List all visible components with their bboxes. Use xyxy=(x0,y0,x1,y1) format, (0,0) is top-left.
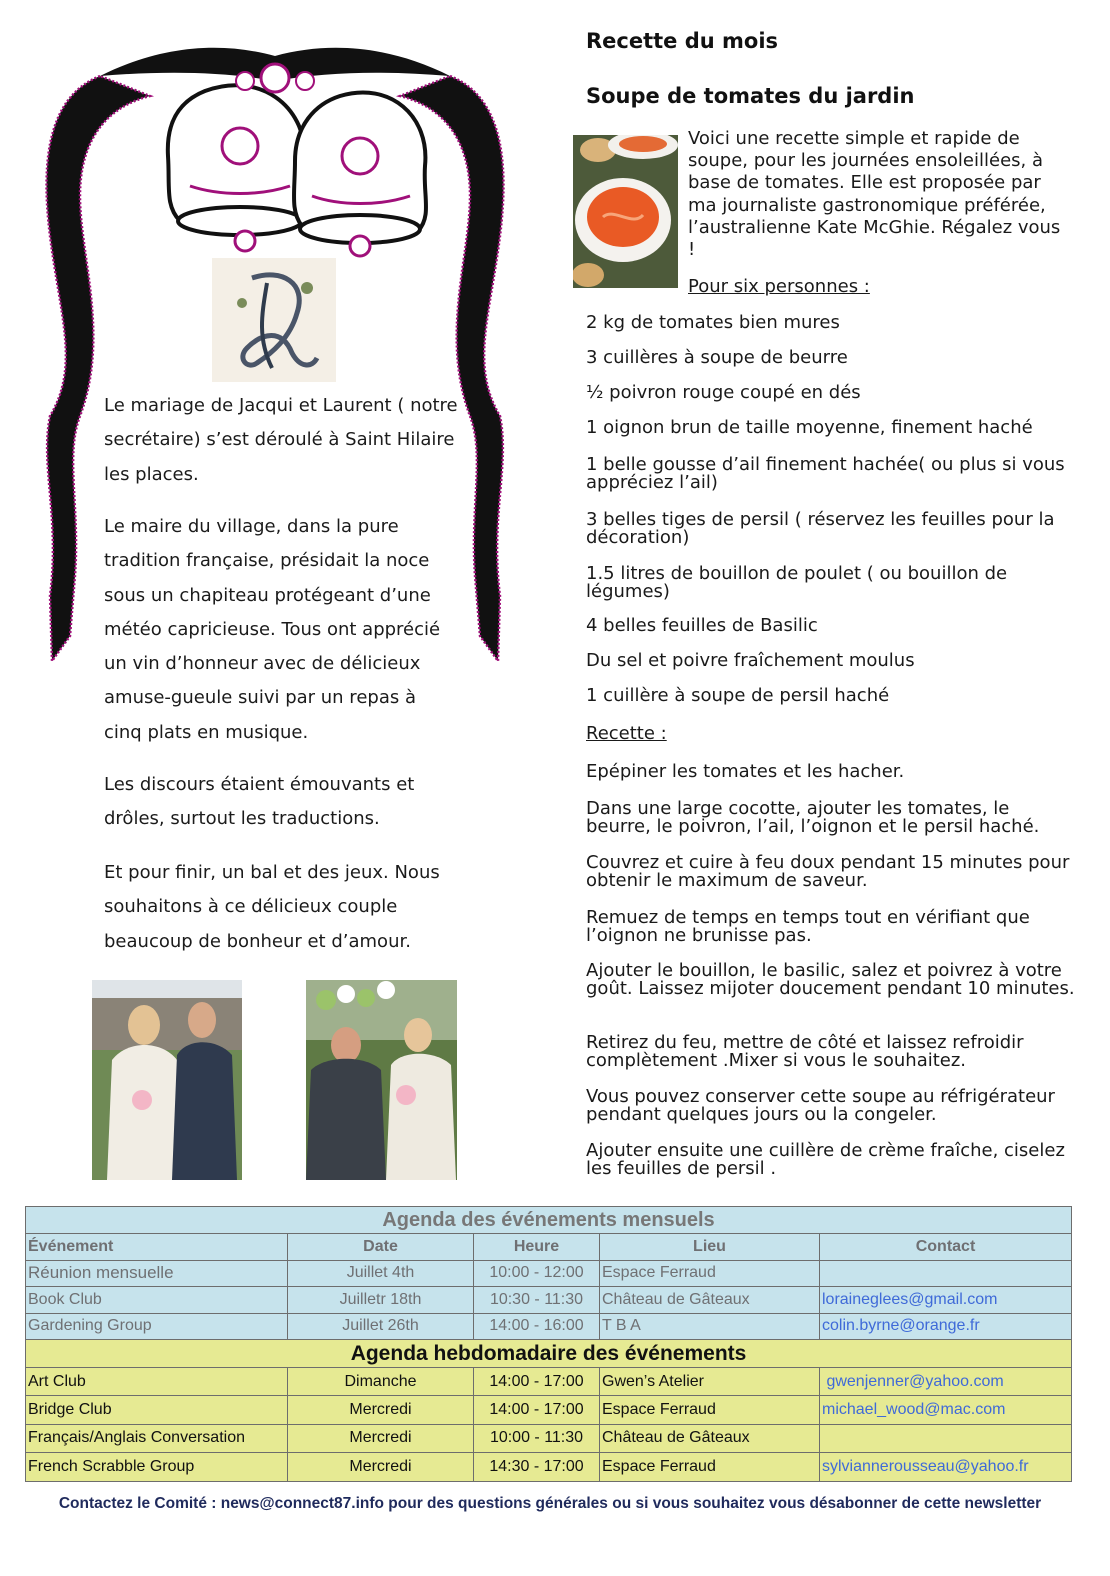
ingredient-item: 2 kg de tomates bien mures xyxy=(586,312,840,333)
event-name: Art Club xyxy=(26,1368,288,1396)
servings-label: Pour six personnes : xyxy=(688,276,870,297)
ingredient-item: 1.5 litres de bouillon de poulet ( ou bouillon de légumes) xyxy=(586,563,1008,602)
wedding-paragraph-1: Le mariage de Jacqui et Laurent ( notre secrétaire) s’est déroulé à Saint Hilaire les places. xyxy=(104,395,458,485)
contact-email-link[interactable]: michael_wood@mac.com xyxy=(822,1401,1006,1419)
table-row xyxy=(26,1260,1072,1287)
tomato-soup-photo xyxy=(573,135,678,288)
contact-email-link[interactable]: colin.byrne@orange.fr xyxy=(822,1317,980,1335)
header-time: Heure xyxy=(474,1234,600,1261)
header-event: Événement xyxy=(26,1234,288,1261)
event-name: Réunion mensuelle xyxy=(26,1260,288,1287)
event-place: Espace Ferraud xyxy=(600,1260,820,1287)
event-day: Mercredi xyxy=(288,1396,474,1424)
recipe-step: Dans une large cocotte, ajouter les tomates, le beurre, le poivron, l’ail, l’oignon et le persil haché. xyxy=(586,798,1040,837)
event-day: Dimanche xyxy=(288,1368,474,1396)
method-label: Recette : xyxy=(586,723,667,744)
ingredient-item: Du sel et poivre fraîchement moulus xyxy=(586,650,915,671)
header-place: Lieu xyxy=(600,1234,820,1261)
event-place: T B A xyxy=(600,1313,820,1340)
ingredient-item: 1 cuillère à soupe de persil haché xyxy=(586,685,890,706)
header-date: Date xyxy=(288,1234,474,1261)
event-time: 14:00 - 17:00 xyxy=(474,1368,600,1396)
event-name: Bridge Club xyxy=(26,1396,288,1424)
recipe-step: Remuez de temps en temps tout en vérifiant que l’oignon ne brunisse pas. xyxy=(586,907,1030,946)
event-place: Château de Gâteaux xyxy=(600,1424,820,1452)
event-place: Espace Ferraud xyxy=(600,1396,820,1424)
event-day: Mercredi xyxy=(288,1453,474,1481)
table-row xyxy=(26,1453,1072,1481)
recipe-step: Retirez du feu, mettre de côté et laissez refroidir complètement .Mixer si vous le souhaitez. xyxy=(586,1032,1024,1071)
ingredient-item: 3 belles tiges de persil ( réservez les feuilles pour la décoration) xyxy=(586,509,1055,548)
event-contact xyxy=(820,1424,1072,1452)
event-time: 10:00 - 12:00 xyxy=(474,1260,600,1287)
event-place: Gwen’s Atelier xyxy=(600,1368,820,1396)
event-name: Gardening Group xyxy=(26,1313,288,1340)
ingredient-item: ½ poivron rouge coupé en dés xyxy=(586,382,861,403)
recipe-step: Ajouter le bouillon, le basilic, salez et poivrez à votre goût. Laissez mijoter doucement pendant 10 minutes. xyxy=(586,960,1075,999)
recipe-title: Soupe de tomates du jardin xyxy=(586,84,915,108)
header-contact: Contact xyxy=(820,1234,1072,1261)
wedding-photo-arrival xyxy=(306,980,457,1180)
table-header-row xyxy=(26,1234,1072,1261)
table-row xyxy=(26,1396,1072,1424)
event-name: Book Club xyxy=(26,1287,288,1314)
wedding-paragraph-3: Les discours étaient émouvants et drôles, surtout les traductions. xyxy=(104,774,415,830)
section-title: Recette du mois xyxy=(586,29,779,53)
monthly-agenda-title: Agenda des événements mensuels xyxy=(26,1207,1072,1234)
event-contact xyxy=(820,1260,1072,1287)
recipe-intro: Voici une recette simple et rapide de soupe, pour les journées ensoleillées, à base de tomates. Elle est proposée par ma journaliste gastronomique préférée, l’australienne Kate McGhie. Régalez vous ! xyxy=(688,128,1061,261)
ingredient-item: 1 oignon brun de taille moyenne, finement haché xyxy=(586,417,1033,438)
weekly-agenda-table xyxy=(25,1339,1072,1482)
table-row xyxy=(26,1287,1072,1314)
event-date: Juilletr 18th xyxy=(288,1287,474,1314)
event-time: 14:30 - 17:00 xyxy=(474,1453,600,1481)
event-name: French Scrabble Group xyxy=(26,1453,288,1481)
wedding-photo-bride-and-groom xyxy=(92,980,242,1180)
event-time: 10:00 - 11:30 xyxy=(474,1424,600,1452)
event-place: Espace Ferraud xyxy=(600,1453,820,1481)
event-name: Français/Anglais Conversation xyxy=(26,1424,288,1452)
event-date: Juillet 4th xyxy=(288,1260,474,1287)
table-row xyxy=(26,1313,1072,1340)
monogram-image xyxy=(212,258,336,382)
ingredient-item: 4 belles feuilles de Basilic xyxy=(586,615,818,636)
event-day: Mercredi xyxy=(288,1424,474,1452)
event-time: 14:00 - 16:00 xyxy=(474,1313,600,1340)
table-row xyxy=(26,1368,1072,1396)
recipe-step: Vous pouvez conserver cette soupe au réfrigérateur pendant quelques jours ou la congeler. xyxy=(586,1086,1055,1125)
contact-email-link[interactable]: gwenjenner@yahoo.com xyxy=(826,1372,1004,1390)
wedding-paragraph-2: Le maire du village, dans la pure tradition française, présidait la noce sous un chapiteau protégeant d’une météo capricieuse. Tous ont apprécié un vin d’honneur avec de délicieux amuse-gueule suivi par un repas à cinq plats en musique. xyxy=(104,516,441,743)
event-time: 10:30 - 11:30 xyxy=(474,1287,600,1314)
monthly-agenda-table xyxy=(25,1206,1072,1340)
event-place: Château de Gâteaux xyxy=(600,1287,820,1314)
recipe-step: Couvrez et cuire à feu doux pendant 15 minutes pour obtenir le maximum de saveur. xyxy=(586,852,1070,891)
event-time: 14:00 - 17:00 xyxy=(474,1396,600,1424)
event-date: Juillet 26th xyxy=(288,1313,474,1340)
wedding-paragraph-4: Et pour finir, un bal et des jeux. Nous souhaitons à ce délicieux couple beaucoup de bonheur et d’amour. xyxy=(104,862,440,952)
ingredient-item: 3 cuillères à soupe de beurre xyxy=(586,347,848,368)
table-row xyxy=(26,1424,1072,1452)
recipe-step: Ajouter ensuite une cuillère de crème fraîche, ciselez les feuilles de persil . xyxy=(586,1140,1065,1179)
footer-contact: Contactez le Comité : news@connect87.info pour des questions générales ou si vous souhaitez vous désabonner de cette newsletter xyxy=(58,1495,1042,1512)
weekly-agenda-title: Agenda hebdomadaire des événements xyxy=(26,1340,1072,1368)
contact-email-link[interactable]: sylviannerousseau@yahoo.fr xyxy=(822,1457,1029,1475)
contact-email-link[interactable]: loraineglees@gmail.com xyxy=(822,1290,998,1308)
ingredient-item: 1 belle gousse d’ail finement hachée( ou plus si vous appréciez l’ail) xyxy=(586,454,1065,493)
recipe-step: Epépiner les tomates et les hacher. xyxy=(586,761,905,782)
